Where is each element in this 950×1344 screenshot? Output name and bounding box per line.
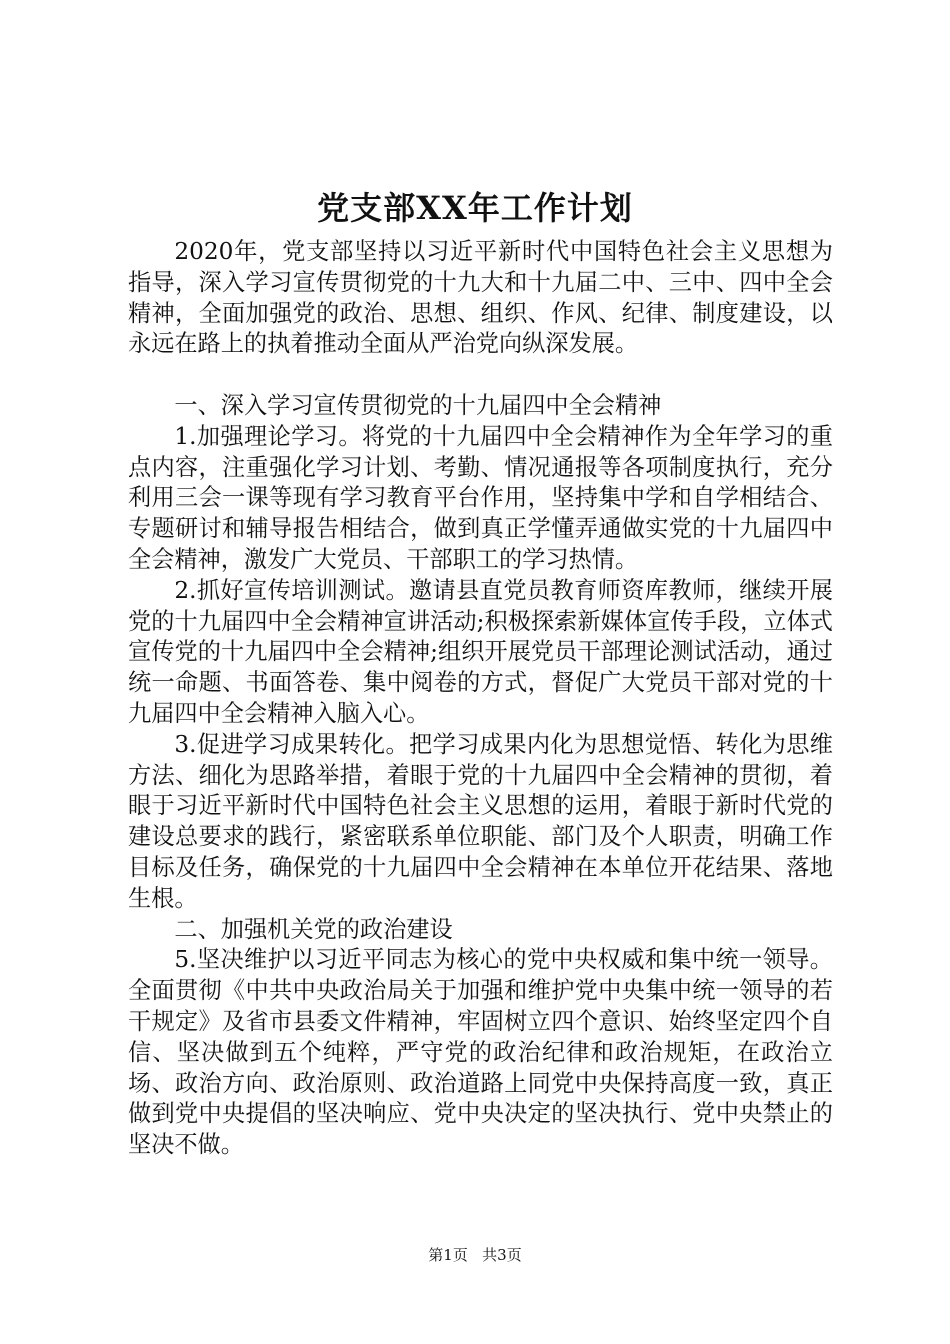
document-title: 党支部XX年工作计划 [317, 189, 633, 227]
item-paragraph-5: 5.坚决维护以习近平同志为核心的党中央权威和集中统一领导。全面贯彻《中共中央政治局关于加强和维护党中央集中统一领导的若干规定》及省市县委文件精神，牢固树立四个意识、始终坚定四个自信、坚决做到五个纯粹，严守党的政治纪律和政治规矩，在政治立场、政治方向、政治原则、政治道路上同党中央保持高度一致，真正做到党中央提倡的坚决响应、党中央决定的坚决执行、党中央禁止的坚决不做。 [128, 946, 833, 1159]
item-paragraph-1: 1.加强理论学习。将党的十九届四中全会精神作为全年学习的重点内容，注重强化学习计划、考勤、情况通报等各项制度执行，充分利用三会一课等现有学习教育平台作用，坚持集中学和自学相结合、专题研讨和辅导报告相结合，做到真正学懂弄通做实党的十九届四中全会精神，激发广大党员、干部职工的学习热情。 [128, 422, 833, 573]
item-paragraph-3: 3.促进学习成果转化。把学习成果内化为思想觉悟、转化为思维方法、细化为思路举措，着眼于党的十九届四中全会精神的贯彻，着眼于习近平新时代中国特色社会主义思想的运用，着眼于新时代党的建设总要求的践行，紧密联系单位职能、部门及个人职责，明确工作目标及任务，确保党的十九届四中全会精神在本单位开花结果、落地生根。 [128, 730, 833, 912]
document-body [128, 237, 833, 1161]
page-total: 共3页 [482, 1246, 522, 1264]
page-number: 第1页 [428, 1246, 468, 1264]
intro-paragraph: 2020年，党支部坚持以习近平新时代中国特色社会主义思想为指导，深入学习宣传贯彻党的十九大和十九届二中、三中、四中全会精神，全面加强党的政治、思想、组织、作风、纪律、制度建设，以永远在路上的执着推动全面从严治党向纵深发展。 [128, 238, 833, 358]
page-footer [0, 1245, 950, 1265]
section-heading-2: 二、加强机关党的政治建设 [174, 915, 453, 943]
section-heading-1: 一、深入学习宣传贯彻党的十九届四中全会精神 [174, 391, 662, 419]
item-paragraph-2: 2.抓好宣传培训测试。邀请县直党员教育师资库教师，继续开展党的十九届四中全会精神宣讲活动;积极探索新媒体宣传手段，立体式宣传党的十九届四中全会精神;组织开展党员干部理论测试活动，通过统一命题、书面答卷、集中阅卷的方式，督促广大党员干部对党的十九届四中全会精神入脑入心。 [128, 576, 833, 727]
